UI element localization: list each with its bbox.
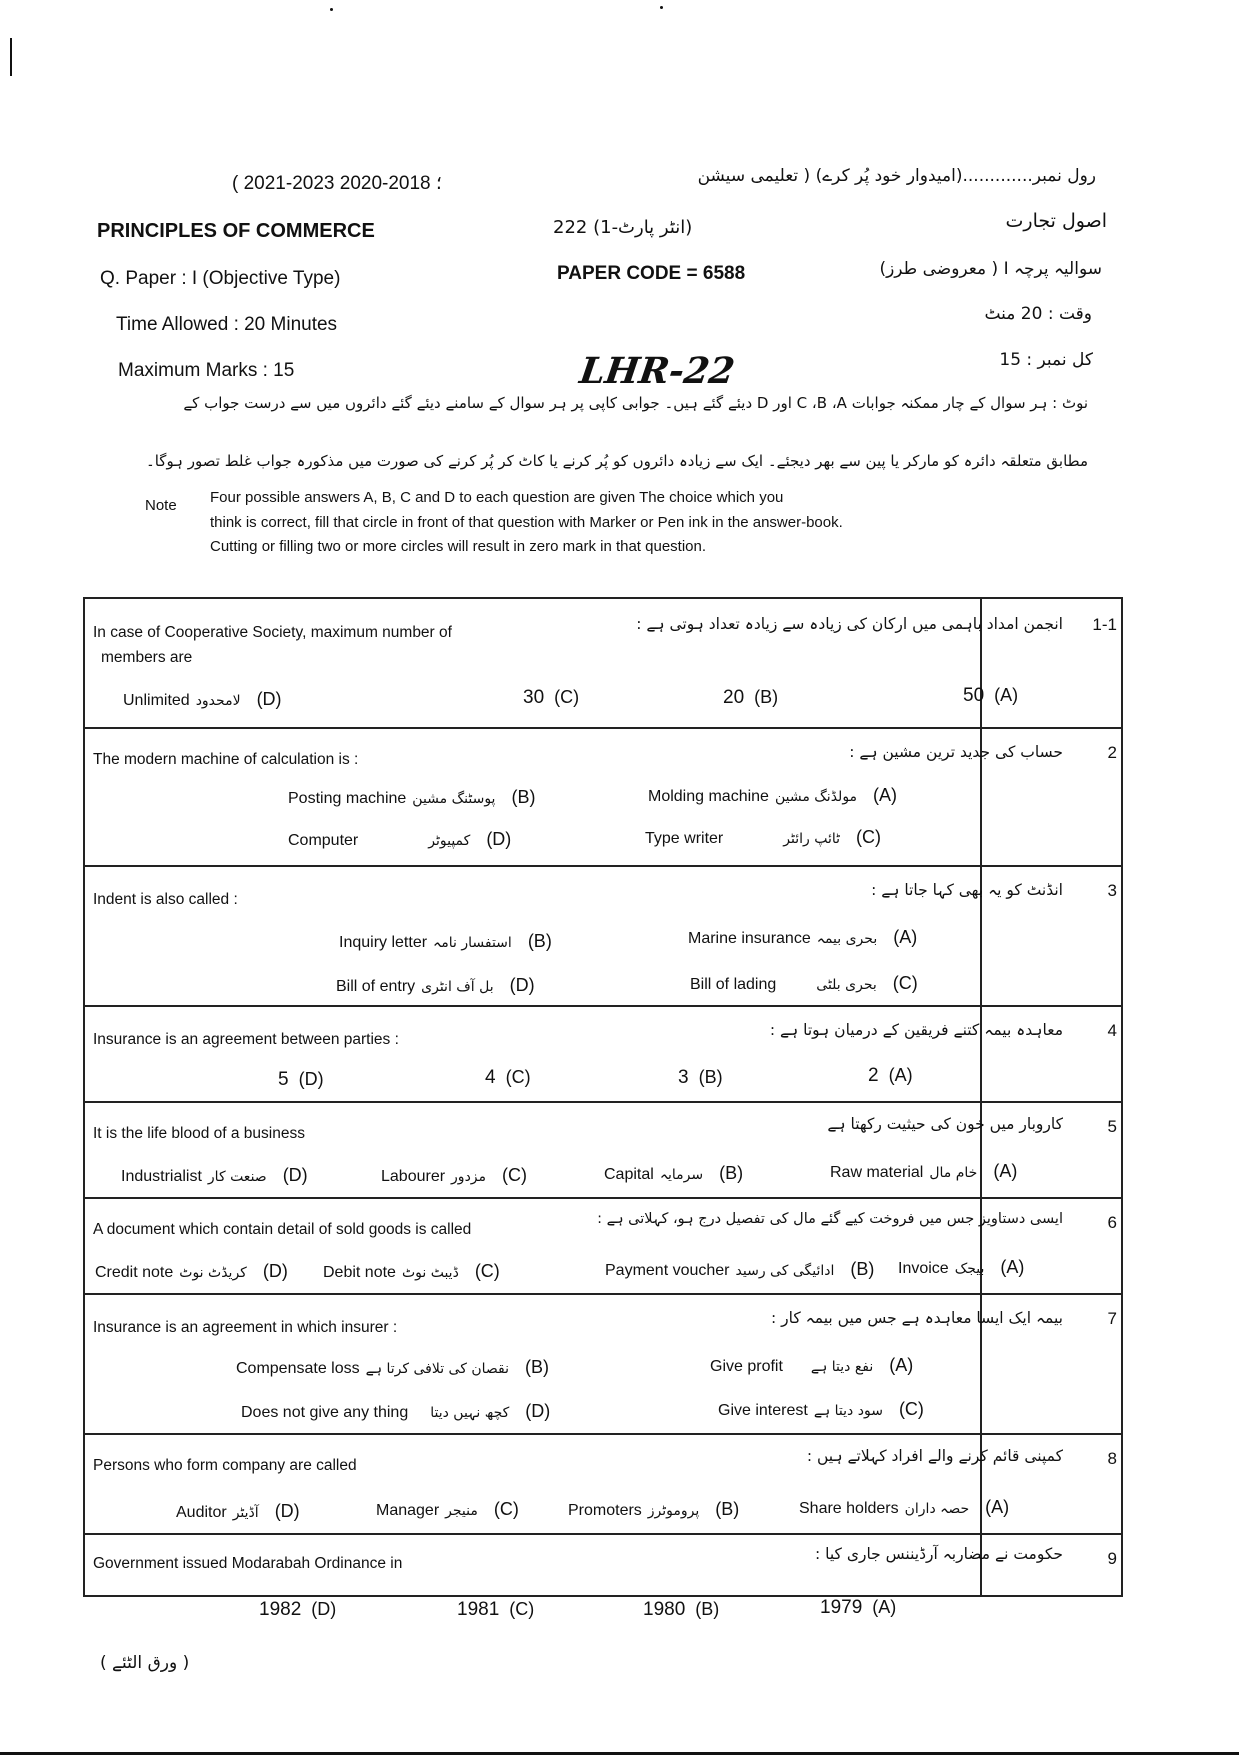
question-row	[83, 729, 1123, 867]
option-letter: (C)	[493, 1499, 519, 1519]
option-text: Unlimited	[123, 692, 190, 709]
option-b	[568, 1499, 739, 1520]
option-c	[523, 687, 579, 709]
option-text: Bill of lading	[690, 976, 777, 993]
option-text: 50	[963, 685, 985, 706]
question-number: 9	[1107, 1549, 1117, 1568]
option-c	[457, 1599, 534, 1621]
maximum-marks-ur: کل نمبر : 15	[999, 350, 1093, 370]
option-text-ur: پوسٹنگ مشین	[412, 791, 496, 807]
question-row	[83, 867, 1123, 1007]
option-text-ur: لامحدود	[195, 693, 241, 709]
question-text-en: A document which contain detail of sold goods is called	[93, 1221, 472, 1238]
option-b	[643, 1599, 719, 1621]
option-letter: (B)	[698, 1067, 723, 1087]
option-c	[323, 1261, 500, 1282]
scan-dot	[330, 8, 333, 11]
option-letter: (D)	[256, 689, 282, 709]
option-text-ur: کمپیوٹر	[428, 833, 471, 849]
option-letter: (B)	[511, 787, 536, 807]
question-number: 7	[1107, 1309, 1117, 1328]
question-text-en: Government issued Modarabah Ordinance in	[93, 1555, 403, 1572]
option-text-ur: بیجک	[954, 1261, 985, 1277]
option-text-ur: نقصان کی تلافی کرتا ہے	[365, 1361, 509, 1377]
option-c	[718, 1399, 924, 1420]
question-text-ur: حکومت نے مضاربہ آرڈیننس جاری کیا :	[814, 1545, 1063, 1563]
option-letter: (C)	[892, 973, 918, 993]
question-number: 1-1	[1092, 615, 1117, 634]
option-text-ur: کچھ نہیں دیتا	[430, 1405, 510, 1421]
scan-mark-left	[10, 38, 12, 76]
question-text-ur: کاروبار میں خون کی حیثیت رکھتا ہے	[827, 1115, 1063, 1133]
paper-number: (انٹر پارٹ-1) 222	[553, 217, 693, 238]
q-paper-ur: سوالیہ پرچہ I ( معروضی طرز)	[879, 259, 1102, 279]
option-letter: (A)	[873, 785, 898, 805]
question-row	[83, 1199, 1123, 1295]
option-c	[690, 973, 918, 994]
option-text-ur: نفع دیتا ہے	[810, 1359, 874, 1375]
option-letter: (D)	[298, 1069, 324, 1089]
option-text: Promoters	[568, 1502, 642, 1519]
question-text-ur: ایسی دستاویز جس میں فروخت کیے گئے مال کی تفصیل درج ہو، کہلاتی ہے :	[597, 1211, 1063, 1227]
option-c	[381, 1165, 527, 1186]
option-text-ur: ادائیگی کی رسید	[735, 1263, 835, 1279]
question-text-en: Persons who form company are called	[93, 1457, 357, 1474]
handwritten-code: LHR-22	[577, 350, 738, 392]
option-text: Manager	[376, 1502, 440, 1519]
option-text: Raw material	[830, 1164, 924, 1181]
option-text: Capital	[604, 1166, 654, 1183]
option-text: 4	[485, 1067, 496, 1088]
option-text: Computer	[288, 832, 359, 849]
option-letter: (C)	[502, 1165, 528, 1185]
question-row	[83, 597, 1123, 729]
option-text-ur: سود دیتا ہے	[813, 1403, 883, 1419]
option-text: Credit note	[95, 1264, 174, 1281]
option-d	[336, 975, 535, 996]
option-letter: (D)	[525, 1401, 551, 1421]
option-letter: (D)	[509, 975, 535, 995]
question-row	[83, 1103, 1123, 1199]
option-text-ur: خام مال	[929, 1165, 978, 1181]
question-number: 3	[1107, 881, 1117, 900]
option-text-ur: استفسار نامہ	[433, 935, 512, 951]
option-text: 1979	[820, 1597, 863, 1618]
option-text-ur: بحری بیمہ	[816, 931, 878, 947]
option-text: Industrialist	[121, 1168, 202, 1185]
option-letter: (D)	[262, 1261, 288, 1281]
option-text-ur: ٹائپ رائٹر	[783, 831, 841, 847]
option-letter: (B)	[527, 931, 552, 951]
option-a	[688, 927, 917, 948]
option-d	[241, 1401, 550, 1422]
time-allowed-en: Time Allowed : 20 Minutes	[116, 314, 338, 335]
option-text: 1980	[643, 1599, 686, 1620]
question-row	[83, 1435, 1123, 1535]
option-d	[288, 829, 511, 850]
option-d	[121, 1165, 308, 1186]
option-letter: (B)	[715, 1499, 740, 1519]
option-text-ur: حصہ داران	[904, 1501, 970, 1517]
maximum-marks-en: Maximum Marks : 15	[118, 360, 295, 381]
note-english-line-2: think is correct, fill that circle in front of that question with Marker or Pen ink in the answer-book.	[210, 514, 843, 531]
subject-title-ur: اصول تجارت	[1005, 210, 1107, 232]
question-text-ur: حساب کی جدید ترین مشین ہے :	[849, 743, 1063, 761]
note-english-line-1: Four possible answers A, B, C and D to each question are given The choice which you	[210, 489, 784, 506]
option-text-ur: مزدور	[451, 1169, 487, 1185]
question-text-en: It is the life blood of a business	[93, 1125, 305, 1142]
option-letter: (A)	[872, 1597, 897, 1617]
question-number: 6	[1107, 1213, 1117, 1232]
paper-code: PAPER CODE = 6588	[557, 263, 746, 284]
option-d	[259, 1599, 336, 1621]
option-d	[278, 1069, 324, 1091]
option-text-ur: کریڈٹ نوٹ	[179, 1265, 247, 1281]
option-text-ur: ڈیبٹ نوٹ	[401, 1265, 459, 1281]
option-letter: (B)	[525, 1357, 549, 1377]
option-text: Give interest	[718, 1402, 808, 1419]
option-text: 20	[723, 687, 745, 708]
option-c	[645, 827, 881, 848]
question-number: 8	[1107, 1449, 1117, 1468]
scan-bottom-line	[0, 1752, 1239, 1755]
option-letter: (A)	[893, 927, 918, 947]
option-text: Inquiry letter	[339, 934, 428, 951]
option-a	[710, 1355, 913, 1376]
option-text: Marine insurance	[688, 930, 811, 947]
option-letter: (A)	[993, 1161, 1018, 1181]
note-urdu-line-1: نوٹ : ہر سوال کے چار ممکنہ جوابات C ،B ،A اور D دیئے گئے ہیں۔ جوابی کاپی پر ہر سوال کے سامنے دیئے گئے دائروں میں سے درست جواب کے	[183, 394, 1088, 412]
option-text: 30	[523, 687, 545, 708]
option-letter: (C)	[856, 827, 882, 847]
option-b	[236, 1357, 549, 1378]
option-letter: (A)	[994, 685, 1019, 705]
option-letter: (A)	[888, 1065, 913, 1085]
option-text: Share holders	[799, 1500, 899, 1517]
option-letter: (D)	[486, 829, 512, 849]
scan-dot	[660, 6, 663, 9]
question-row	[83, 1535, 1123, 1620]
question-row	[83, 1007, 1123, 1103]
option-b	[723, 687, 778, 709]
question-text-ur: انجمن امداد باہمی میں ارکان کی زیادہ سے زیادہ تعداد ہوتی ہے :	[636, 615, 1063, 633]
option-text: Type writer	[645, 830, 724, 847]
option-letter: (D)	[274, 1501, 300, 1521]
question-text-en: Insurance is an agreement in which insurer :	[93, 1319, 398, 1336]
question-row	[83, 1295, 1123, 1435]
option-text: Payment voucher	[605, 1262, 730, 1279]
option-letter: (B)	[754, 687, 779, 707]
option-text: Bill of entry	[336, 978, 416, 995]
option-text: 5	[278, 1069, 289, 1090]
option-d	[176, 1501, 300, 1522]
option-letter: (D)	[282, 1165, 308, 1185]
note-english-line-3: Cutting or filling two or more circles will result in zero mark in that question.	[210, 538, 707, 555]
option-d	[95, 1261, 288, 1282]
option-text: Debit note	[323, 1264, 396, 1281]
question-number: 4	[1107, 1021, 1117, 1040]
option-text: Give profit	[710, 1358, 783, 1375]
option-letter: (C)	[554, 687, 580, 707]
option-text-ur: بل آف انٹری	[421, 979, 494, 995]
note-urdu-line-2: مطابق متعلقہ دائرہ کو مارکر یا پین سے بھر دیجئے۔ ایک سے زیادہ دائروں کو پُر کرنے یا کاٹ کر پُر کرنے کی صورت میں مذکورہ جواب غلط تصور ہوگا۔	[145, 452, 1088, 470]
option-letter: (C)	[898, 1399, 924, 1419]
option-text-ur: مولڈنگ مشین	[774, 789, 858, 805]
option-letter: (B)	[850, 1259, 875, 1279]
option-text: Molding machine	[648, 788, 769, 805]
question-text-en: Insurance is an agreement between parties :	[93, 1031, 399, 1048]
question-text-en-line-2: members are	[101, 649, 193, 666]
option-text: Compensate loss	[236, 1360, 360, 1377]
note-label: Note	[145, 497, 177, 514]
option-b	[339, 931, 552, 952]
option-b	[604, 1163, 743, 1184]
option-text: Labourer	[381, 1168, 446, 1185]
option-letter: (C)	[509, 1599, 535, 1619]
time-allowed-ur: وقت : 20 منٹ	[984, 304, 1092, 324]
question-text-en: Indent is also called :	[93, 891, 238, 908]
option-text: 1981	[457, 1599, 500, 1620]
question-text-en: The modern machine of calculation is :	[93, 751, 359, 768]
question-text-ur: کمپنی قائم کرنے والے افراد کہلاتے ہیں :	[806, 1447, 1063, 1465]
option-text: Invoice	[898, 1260, 949, 1277]
option-a	[648, 785, 897, 806]
question-text-ur: معاہدہ بیمہ کتنے فریقین کے درمیان ہوتا ہے :	[769, 1021, 1063, 1039]
option-b	[288, 787, 535, 808]
option-letter: (C)	[474, 1261, 500, 1281]
option-a	[963, 685, 1018, 707]
option-letter: (A)	[889, 1355, 914, 1375]
option-c	[376, 1499, 519, 1520]
option-text: 3	[678, 1067, 689, 1088]
option-a	[898, 1257, 1024, 1278]
option-text: 1982	[259, 1599, 302, 1620]
option-text-ur: سرمایہ	[659, 1167, 704, 1183]
option-letter: (B)	[719, 1163, 744, 1183]
option-text-ur: صنعت کار	[207, 1169, 267, 1185]
option-letter: (B)	[695, 1599, 720, 1619]
option-text-ur: آڈیٹر	[232, 1505, 259, 1521]
question-number: 5	[1107, 1117, 1117, 1136]
roll-number-label: رول نمبر.............(امیدوار خود پُر کرے) ( تعلیمی سیشن	[697, 166, 1096, 186]
question-text-en: In case of Cooperative Society, maximum number of	[93, 624, 452, 641]
option-letter: (D)	[311, 1599, 337, 1619]
turn-over-label: ( ورق الٹئے )	[100, 1653, 190, 1673]
option-a	[830, 1161, 1017, 1182]
option-b	[605, 1259, 874, 1280]
question-number: 2	[1107, 743, 1117, 762]
question-text-ur: انڈنٹ کو یہ بھی کہا جاتا ہے :	[871, 881, 1063, 899]
option-text: Does not give any thing	[241, 1404, 409, 1421]
option-a	[868, 1065, 913, 1087]
option-text-ur: پروموٹرز	[647, 1503, 700, 1519]
option-text-ur: منیجر	[445, 1503, 478, 1519]
option-letter: (A)	[985, 1497, 1010, 1517]
option-a	[799, 1497, 1009, 1518]
subject-title-en: PRINCIPLES OF COMMERCE	[97, 220, 375, 242]
question-text-ur: بیمہ ایک ایسا معاہدہ ہے جس میں بیمہ کار :	[771, 1309, 1063, 1327]
q-paper-en: Q. Paper : I (Objective Type)	[100, 268, 341, 289]
option-text-ur: بحری بلٹی	[816, 977, 877, 993]
sessions-label: ( 2021-2023 ؛ 2018-2020	[232, 173, 442, 194]
option-b	[678, 1067, 723, 1089]
option-a	[820, 1597, 896, 1619]
option-text: Auditor	[176, 1504, 227, 1521]
option-text: Posting machine	[288, 790, 407, 807]
option-letter: (A)	[1000, 1257, 1025, 1277]
option-letter: (C)	[505, 1067, 531, 1087]
option-c	[485, 1067, 531, 1089]
option-text: 2	[868, 1065, 879, 1086]
option-d	[123, 689, 282, 710]
